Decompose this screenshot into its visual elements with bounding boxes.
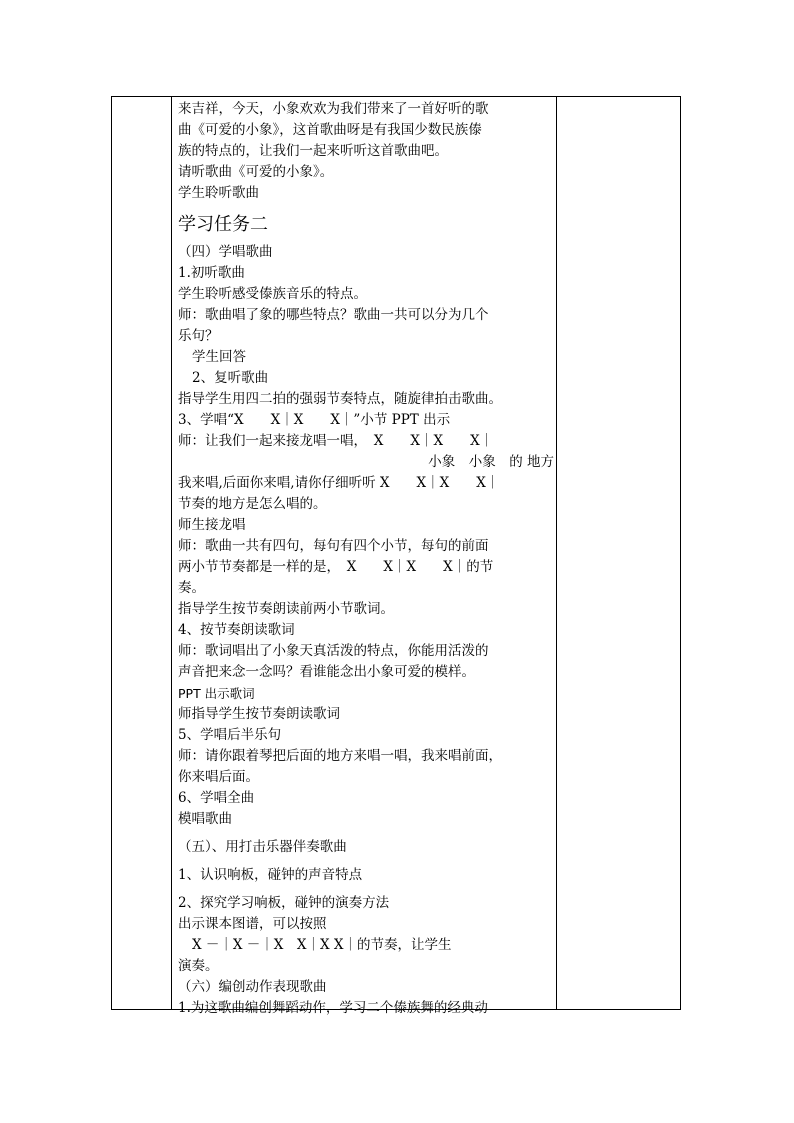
text-line: 指导学生用四二拍的强弱节奏特点，随旋律拍击歌曲。	[178, 391, 502, 407]
text-line: （四）学唱歌曲	[178, 244, 273, 260]
text-line: 声音把来念一念吗？看谁能念出小象可爱的模样。	[178, 664, 475, 680]
text-line: 师：请你跟着琴把后面的地方来唱一唱，我来唱前面，	[178, 748, 502, 764]
text-line: 师生接龙唱	[178, 517, 246, 533]
text-line: 你来唱后面。	[178, 769, 259, 785]
text-line: 曲《可爱的小象》，这首歌曲呀是有我国少数民族傣	[178, 122, 482, 138]
text-line: 出示课本图谱，可以按照	[178, 916, 327, 932]
text-line: 师：让我们一起来接龙唱一唱， X X｜X X｜	[178, 433, 494, 449]
text-line: 族的特点的，让我们一起来听听这首歌曲吧。	[178, 143, 448, 159]
text-line: 师：歌词唱出了小象天真活泼的特点，你能用活泼的	[178, 643, 489, 659]
text-line: PPT 出示歌词	[178, 686, 255, 701]
text-line: 学生回答	[192, 349, 246, 365]
column-divider-left	[171, 97, 172, 1009]
text-line: 学生聆听感受傣族音乐的特点。	[178, 286, 367, 302]
text-line: 学生聆听歌曲	[178, 185, 259, 201]
section-heading: 学习任务二	[178, 214, 268, 235]
text-line: 师：歌曲一共有四句，每句有四个小节，每句的前面	[178, 538, 489, 554]
text-line: （六）编创动作表现歌曲	[178, 979, 327, 995]
text-line: （五）、用打击乐器伴奏歌曲	[178, 839, 347, 855]
text-line: 来吉祥，今天，小象欢欢为我们带来了一首好听的歌	[178, 101, 489, 117]
text-line: 1.初听歌曲	[178, 265, 245, 281]
text-line: 5、学唱后半乐句	[178, 727, 282, 743]
text-line: 2、复听歌曲	[192, 370, 269, 386]
text-line: X －｜X －｜X X｜X X｜的节奏，让学生	[192, 937, 452, 953]
text-line: 演奏。	[178, 958, 219, 974]
text-line: 请听歌曲《可爱的小象》。	[178, 164, 334, 180]
text-line: 师指导学生按节奏朗读歌词	[178, 706, 340, 722]
lesson-table	[111, 96, 681, 1016]
text-line: 6、学唱全曲	[178, 790, 255, 806]
text-line: 我来唱,后面你来唱,请你仔细听听 X X｜X X｜	[178, 475, 500, 491]
text-line: 模唱歌曲	[178, 811, 232, 827]
text-line: 1.为这歌曲编创舞蹈动作，学习二个傣族舞的经典动	[178, 1000, 488, 1016]
text-line: 节奏的地方是怎么唱的。	[178, 496, 327, 512]
lesson-content	[178, 99, 554, 1019]
column-divider-right	[556, 97, 557, 1009]
text-line: 4、按节奏朗读歌词	[178, 622, 295, 638]
text-line: 3、学唱“X X｜X X｜”小节 PPT 出示	[178, 412, 451, 428]
text-line: 奏。	[178, 580, 205, 596]
text-line: 2、探究学习响板，碰钟的演奏方法	[178, 895, 390, 911]
text-line: 指导学生按节奏朗读前两小节歌词。	[178, 601, 394, 617]
text-line: 1、认识响板，碰钟的声音特点	[178, 867, 363, 883]
lyric-line: 小象 小象 的 地方	[428, 454, 554, 470]
text-line: 乐句？	[178, 328, 219, 344]
text-line: 师：歌曲唱了象的哪些特点？歌曲一共可以分为几个	[178, 307, 489, 323]
text-line: 两小节节奏都是一样的是， X X｜X X｜的节	[178, 559, 494, 575]
